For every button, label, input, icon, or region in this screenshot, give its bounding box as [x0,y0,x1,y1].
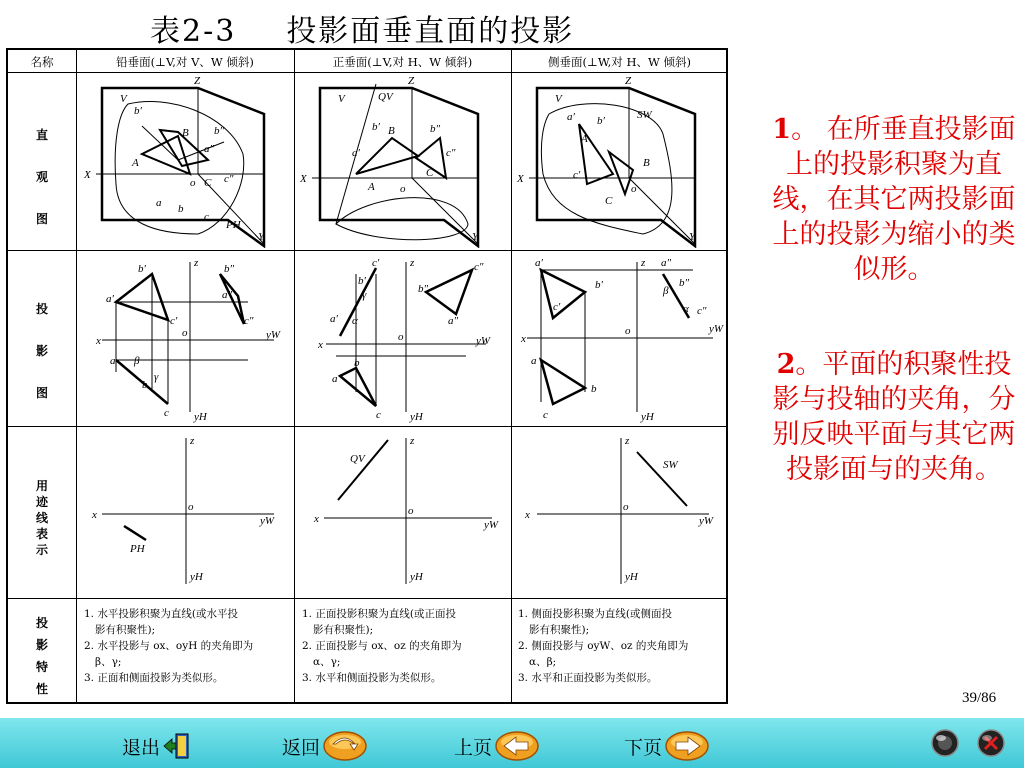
diagram-label: V [338,93,345,105]
projection-diagram-col1 [78,252,292,424]
property-line: 2. 正面投影与 ox、oz 的夹角即为 [302,640,462,652]
diagram-label: b′ [597,115,605,127]
diagram-label: a [332,373,338,385]
diagram-label: a′ [106,293,114,305]
diagram-label: QV [378,91,393,103]
row-label-char: 观 [35,170,48,184]
diagram-label: z [194,257,199,269]
diagram-label: b′ [595,279,603,291]
diagram-label: z [641,257,646,269]
diagram-label: c″ [697,305,707,317]
diagram-label: yW [260,515,275,527]
diagram-label: A [132,157,139,169]
diagram-label: b″ [679,277,690,289]
diagram-label: b′ [134,105,142,117]
diagram-label: b″ [224,263,235,275]
property-line: 1. 水平投影积聚为直线(或水平投 [84,608,238,620]
row-label-char: 投 [35,616,48,630]
diagram-label: a″ [661,257,672,269]
diagram-label: a [156,197,162,209]
property-line: β、γ; [95,656,122,668]
row-label-char: 投 [35,302,48,316]
left-arrow-icon [494,730,540,762]
properties-col3 [518,606,688,686]
diagram-label: c″ [244,315,254,327]
diagram-label: yH [410,411,423,423]
diagram-label: c″ [446,147,456,159]
diagram-label: Y [689,231,696,243]
diagram-label: a [531,355,537,367]
diagram-label: c′ [573,169,581,181]
row-label-char: 图 [35,386,48,400]
diagram-label: c″ [474,261,484,273]
note-number: 2 [776,349,796,380]
row-label-char: 示 [35,543,48,557]
diagram-label: c′ [553,301,561,313]
diagram-label: o [625,325,631,337]
property-line: 影有积聚性); [95,624,156,636]
row-label-char: 特 [35,660,48,674]
exit-button[interactable] [122,728,192,764]
row-label-char: 表 [35,527,48,541]
diagram-label: x [96,335,101,347]
diagram-label: c″ [224,173,234,185]
diagram-label: b [178,203,184,215]
properties-col2 [302,606,462,686]
diagram-label: c [204,211,209,223]
row-label-characteristics [8,612,76,700]
diagram-label: c′ [372,257,380,269]
diagram-label: c [543,409,548,421]
header-col2: 正垂面(⊥V,对 H、W 倾斜) [332,55,473,69]
diagram-label: x [314,513,319,525]
property-line: 3. 水平和侧面投影为类似形。 [302,672,442,684]
prev-label: 上页 [454,736,493,759]
diagram-label: A [581,133,588,145]
diagram-label: a′ [352,147,360,159]
diagram-label: γ [362,289,367,301]
note-number: 1 [772,114,792,145]
diagram-label: Z [194,75,201,87]
property-line: 影有积聚性); [313,624,374,636]
diagram-label: c [164,407,169,419]
summary-notes [770,112,1018,487]
diagram-label: Y [258,231,265,243]
diagram-label: o [182,327,188,339]
trace-diagram-col2 [296,428,509,596]
row-label-projection [8,288,76,414]
diagram-label: yH [194,411,207,423]
diagram-label: x [525,509,530,521]
diagram-label: b″ [418,283,429,295]
diagram-label: z [410,435,415,447]
row-label-char: 线 [35,511,48,525]
row-label-char: 性 [35,682,48,696]
diagram-label: c′ [170,315,178,327]
projection-diagram-col2 [296,252,509,424]
diagram-label: a′ [330,313,338,325]
diagram-label: yH [190,571,203,583]
diagram-label: SW [663,459,678,471]
exit-door-icon [162,731,192,761]
property-line: α、β; [529,656,557,668]
diagram-label: yH [625,571,638,583]
table-rule [294,50,295,702]
diagram-label: x [92,509,97,521]
property-line: α、γ; [313,656,341,668]
prev-page-button[interactable] [454,728,540,764]
diagram-label: PH [130,543,145,555]
diagram-label: z [190,435,195,447]
diagram-label: b [591,383,597,395]
projection-diagram-col3 [513,252,726,424]
diagram-label: β [663,285,669,297]
diagram-label: a″ [448,315,459,327]
diagram-label: yW [476,335,491,347]
row-label-char: 迹 [35,495,48,509]
diagram-label: a″ [222,289,233,301]
diagram-label: B [182,127,189,139]
row-label-char: 影 [35,344,48,358]
diagram-label: Z [408,75,415,87]
trace-diagram-col1 [78,428,292,596]
intuitive-diagram-col1 [78,74,292,248]
next-label: 下页 [624,736,663,759]
diagram-label: b′ [372,121,380,133]
diagram-label: b [142,379,148,391]
diagram-label: z [410,257,415,269]
diagram-label: Z [625,75,632,87]
property-line: 2. 水平投影与 ox、oyH 的夹角即为 [84,640,254,652]
exit-label: 退出 [122,736,161,759]
property-line: 2. 侧面投影与 oyW、oz 的夹角即为 [518,640,689,652]
close-icon[interactable] [976,728,1006,758]
diagram-label: C [605,195,613,207]
record-icon[interactable] [930,728,960,758]
diagram-label: B [388,125,395,137]
property-line: 1. 侧面投影积聚为直线(或侧面投 [518,608,672,620]
diagram-label: SW [637,109,652,121]
diagram-label: b″ [214,125,225,137]
diagram-label: α [683,303,689,315]
table-number: 表2-3 [150,14,237,49]
diagram-label: A [368,181,375,193]
diagram-label: x [318,339,323,351]
diagram-label: o [631,183,637,195]
header-col3: 侧垂面(⊥W,对 H、W 倾斜) [548,55,691,69]
diagram-label: B [643,157,650,169]
properties-col1 [84,606,253,686]
diagram-label: c [376,409,381,421]
row-label-char: 用 [35,479,48,493]
diagram-label: b [354,357,360,369]
diagram-label: a [110,355,116,367]
diagram-label: X [300,173,307,185]
diagram-label: yW [484,519,499,531]
table-rule [8,250,726,251]
property-line: 影有积聚性); [529,624,590,636]
right-arrow-icon [664,730,710,762]
diagram-label: yH [410,571,423,583]
note-text: 。平面的积聚性投影与投轴的夹角，分别反映平面与其它两投影面与的夹角。 [772,349,1016,485]
diagram-label: V [120,93,127,105]
diagram-label: a′ [535,257,543,269]
diagram-label: a″ [204,143,215,155]
row-label-intuitive [8,114,76,240]
next-page-button[interactable] [624,728,710,764]
diagram-label: z [625,435,630,447]
diagram-label: b′ [138,263,146,275]
diagram-label: yW [699,515,714,527]
intuitive-diagram-col2 [296,74,509,248]
table-rule [76,50,77,702]
diagram-label: b′ [358,275,366,287]
note-text: 。 在所垂直投影面上的投影积聚为直线，在其它两投影面上的投影为缩小的类似形。 [772,114,1016,285]
diagram-label: X [517,173,524,185]
property-line: 3. 水平和正面投影为类似形。 [518,672,658,684]
trace-diagram-col3 [513,428,726,596]
row-label-char: 图 [35,212,48,226]
diagram-label: QV [350,453,365,465]
diagram-label: PH [226,219,241,231]
table-rule [8,426,726,427]
note-1 [770,112,1018,287]
diagram-label: C [204,177,212,189]
table-rule [511,50,512,702]
diagram-label: o [623,501,629,513]
intuitive-diagram-col3 [513,74,726,248]
page-title [150,6,610,49]
header-name: 名称 [30,55,54,69]
diagram-label: o [188,501,194,513]
projection-table [6,48,728,704]
diagram-label: yW [709,323,724,335]
row-label-trace [8,478,76,558]
diagram-label: a′ [567,111,575,123]
diagram-label: o [398,331,404,343]
property-line: 3. 正面和侧面投影为类似形。 [84,672,224,684]
property-line: 1. 正面投影积聚为直线(或正面投 [302,608,456,620]
diagram-label: yH [641,411,654,423]
row-label-char: 影 [35,638,48,652]
diagram-label: γ [154,371,159,383]
back-button[interactable] [282,728,368,764]
note-2 [770,347,1018,487]
diagram-label: o [400,183,406,195]
diagram-label: b″ [430,123,441,135]
diagram-label: V [555,93,562,105]
diagram-label: β [134,355,140,367]
diagram-label: o [408,505,414,517]
diagram-label: X [84,169,91,181]
diagram-label: α [352,315,358,327]
row-label-char: 直 [35,128,48,142]
page-number: 39/86 [962,690,997,706]
table-title: 投影面垂直面的投影 [286,14,575,49]
diagram-label: x [521,333,526,345]
header-col1: 铅垂面(⊥V,对 V、W 倾斜) [116,55,254,69]
return-arrow-icon [322,730,368,762]
diagram-label: o [190,177,196,189]
table-rule [8,598,726,599]
back-label: 返回 [282,736,321,759]
diagram-label: Y [472,231,479,243]
diagram-label: C [426,167,434,179]
diagram-label: yW [266,329,281,341]
